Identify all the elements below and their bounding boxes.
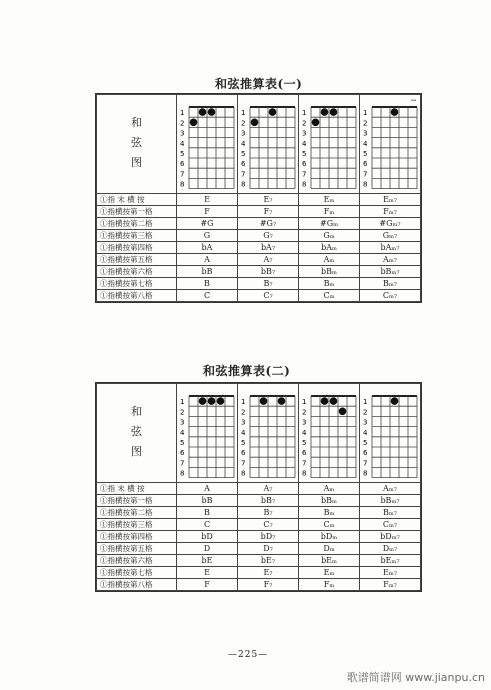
chord-diagram [299, 95, 359, 193]
fret-number: 3 [302, 418, 307, 427]
row-label: ①指横按第七格 [97, 278, 177, 290]
chord-name-cell: E₇ [238, 194, 299, 206]
chord-name-cell: bAₘ [299, 242, 360, 254]
chord-name-cell: #G₇ [238, 218, 299, 230]
fret-number: 4 [241, 139, 246, 148]
chord-name-cell: D [177, 543, 238, 555]
finger-dot [339, 408, 347, 416]
fret-number: 1 [363, 109, 368, 118]
fret-number: 8 [302, 180, 307, 189]
table-row [97, 543, 421, 555]
chord-name-cell: F [177, 206, 238, 218]
finger-dot [330, 108, 338, 116]
finger-dot [208, 397, 216, 405]
chord-diagram [238, 95, 298, 193]
fret-number: 8 [302, 469, 307, 478]
chord-name-cell: F₇ [238, 579, 299, 591]
fret-number: 4 [302, 428, 307, 437]
fret-number: 5 [363, 149, 368, 158]
chord-name-cell: B [177, 507, 238, 519]
chord-name-cell: bD [177, 531, 238, 543]
table2-rows [97, 483, 421, 591]
row-label: ①指横按第四格 [97, 242, 177, 254]
chord-name-cell: F [177, 579, 238, 591]
table-row [97, 254, 421, 266]
side-label-char: 图 [131, 156, 142, 169]
fret-number: 7 [180, 459, 185, 468]
chord-diagram [299, 384, 359, 482]
chord-name-cell: bA₇ [238, 242, 299, 254]
fret-number: 3 [363, 418, 368, 427]
chord-name-cell: E [177, 194, 238, 206]
chord-name-cell: Aₘ₇ [360, 254, 421, 266]
finger-dot [278, 397, 286, 405]
fret-number: 3 [241, 418, 246, 427]
side-label-char: 弦 [131, 425, 142, 438]
chord-name-cell: bE [177, 555, 238, 567]
fret-number: 2 [180, 408, 185, 417]
finger-dot [330, 397, 338, 405]
fret-number: 6 [180, 449, 185, 458]
side-label-cell [97, 95, 177, 194]
chord-name-cell: A₇ [238, 483, 299, 495]
chord-name-cell: C [177, 519, 238, 531]
chord-name-cell: E [177, 567, 238, 579]
fret-number: 4 [180, 139, 185, 148]
table-row [97, 206, 421, 218]
fret-number: 6 [302, 160, 307, 169]
chord-name-cell: Bₘ [299, 278, 360, 290]
chord-name-cell: #Gₘ [299, 218, 360, 230]
chord-name-cell: E₇ [238, 567, 299, 579]
chord-diagram-svg [177, 384, 237, 480]
fret-number: 2 [180, 119, 185, 128]
chord-name-cell: Cₘ₇ [360, 519, 421, 531]
chord-name-cell: Dₘ [299, 543, 360, 555]
chord-name-cell: bBₘ [299, 266, 360, 278]
row-label: ①指横按第二格 [97, 507, 177, 519]
chord-diagram-cell [299, 95, 360, 194]
chord-name-cell: Aₘ [299, 254, 360, 266]
page-number: —225— [228, 650, 269, 660]
chord-name-cell: Cₘ₇ [360, 290, 421, 302]
fret-number: 2 [241, 408, 246, 417]
fret-number: 7 [180, 170, 185, 179]
fret-number: 3 [241, 129, 246, 138]
fret-number: 6 [241, 449, 246, 458]
fret-number: 5 [180, 149, 185, 158]
chord-diagram-svg [299, 95, 359, 191]
chord-name-cell: bDₘ [299, 531, 360, 543]
row-label: ①指横按第八格 [97, 290, 177, 302]
chord-table-1 [95, 93, 422, 303]
fret-number: 6 [180, 160, 185, 169]
chord-diagram-svg [299, 384, 359, 480]
side-label-cell [97, 384, 177, 483]
chord-name-cell: bA [177, 242, 238, 254]
chord-name-cell: Aₘ [299, 483, 360, 495]
finger-dot [208, 108, 216, 116]
table-row [97, 266, 421, 278]
chord-diagram-cell [238, 384, 299, 483]
row-label: ①指横按第六格 [97, 266, 177, 278]
chord-diagram [360, 95, 420, 193]
finger-dot [391, 397, 399, 405]
fret-number: 7 [241, 459, 246, 468]
table-row [97, 242, 421, 254]
fret-number: 6 [363, 449, 368, 458]
table-row [97, 567, 421, 579]
fret-number: 3 [363, 129, 368, 138]
table1-rows [97, 194, 421, 302]
chord-name-cell: bDₘ₇ [360, 531, 421, 543]
row-label: ①指横按第三格 [97, 230, 177, 242]
fret-number: 8 [363, 469, 368, 478]
fret-number: 4 [241, 428, 246, 437]
row-label: ①指横按第一格 [97, 206, 177, 218]
chord-diagram [177, 384, 237, 482]
chord-name-cell: C₇ [238, 519, 299, 531]
row-label: ①指横按第八格 [97, 579, 177, 591]
chord-name-cell: Fₘ [299, 206, 360, 218]
chord-name-cell: bB₇ [238, 266, 299, 278]
fret-number: 8 [363, 180, 368, 189]
chord-name-cell: Fₘ₇ [360, 206, 421, 218]
fret-number: 7 [363, 459, 368, 468]
fret-number: 2 [302, 119, 307, 128]
table-row [97, 531, 421, 543]
fret-number: 5 [302, 438, 307, 447]
chord-name-cell: A [177, 483, 238, 495]
chord-diagram-cell [177, 95, 238, 194]
row-label: ①指横按第四格 [97, 531, 177, 543]
row-label: ①指横按第五格 [97, 543, 177, 555]
row-label: ①指横按第二格 [97, 218, 177, 230]
chord-diagram-cell [360, 95, 421, 194]
chord-name-cell: bBₘ₇ [360, 266, 421, 278]
chord-name-cell: bB₇ [238, 495, 299, 507]
chord-diagram-cell [360, 384, 421, 483]
fret-number: 3 [302, 129, 307, 138]
fret-number: 8 [180, 180, 185, 189]
fret-number: 5 [180, 438, 185, 447]
chord-name-cell: Dₘ₇ [360, 543, 421, 555]
chord-name-cell: bE₇ [238, 555, 299, 567]
fret-number: 4 [363, 139, 368, 148]
row-label: ①指 末 横 按 [97, 194, 177, 206]
chord-name-cell: Cₘ [299, 519, 360, 531]
chord-name-cell: Fₘ₇ [360, 579, 421, 591]
chord-name-cell: Aₘ₇ [360, 483, 421, 495]
chord-diagram-cell [238, 95, 299, 194]
fret-number: 8 [180, 469, 185, 478]
chord-name-cell: G₇ [238, 230, 299, 242]
fret-number: 1 [241, 109, 246, 118]
chord-name-cell: Gₘ [299, 230, 360, 242]
chord-name-cell: Eₘ₇ [360, 194, 421, 206]
chord-name-cell: Fₘ [299, 579, 360, 591]
row-label: ①指横按第三格 [97, 519, 177, 531]
fret-number: 2 [363, 119, 368, 128]
fret-number: 3 [180, 418, 185, 427]
side-label-char: 和 [131, 116, 142, 129]
finger-dot [190, 119, 198, 127]
table-row [97, 519, 421, 531]
chord-name-cell: A [177, 254, 238, 266]
chord-name-cell: bBₘ [299, 495, 360, 507]
fret-number: 7 [363, 170, 368, 179]
chord-diagram [177, 95, 237, 193]
table-row [97, 230, 421, 242]
finger-dot [199, 108, 207, 116]
fret-number: 1 [302, 398, 307, 407]
chord-diagram-svg [360, 95, 420, 191]
chord-name-cell: bBₘ₇ [360, 495, 421, 507]
fret-number: 4 [302, 139, 307, 148]
chord-diagram-cell [299, 384, 360, 483]
watermark: 歌谱简谱网 www.jianpu.cn [346, 671, 485, 684]
chord-name-cell: #Gₘ₇ [360, 218, 421, 230]
finger-dot [217, 397, 225, 405]
finger-dot [260, 397, 268, 405]
side-label-char: 弦 [131, 136, 142, 149]
chord-name-cell: C₇ [238, 290, 299, 302]
chord-table-2 [95, 382, 422, 592]
finger-dot [199, 397, 207, 405]
chord-name-cell: G [177, 230, 238, 242]
chord-name-cell: A₇ [238, 254, 299, 266]
fret-number: 4 [180, 428, 185, 437]
chord-name-cell: C [177, 290, 238, 302]
chord-name-cell: Bₘ [299, 507, 360, 519]
chord-diagram-svg [177, 95, 237, 191]
table-row [97, 579, 421, 591]
fret-number: 7 [241, 170, 246, 179]
finger-dot [321, 397, 329, 405]
chord-name-cell: bB [177, 266, 238, 278]
fret-number: 5 [241, 438, 246, 447]
row-label: ①指横按第五格 [97, 254, 177, 266]
fret-number: 2 [302, 408, 307, 417]
chord-diagram-svg [238, 95, 298, 191]
fret-number: 1 [302, 109, 307, 118]
finger-dot [269, 108, 277, 116]
fret-number: 5 [302, 149, 307, 158]
fret-number: 2 [241, 119, 246, 128]
fret-number: 6 [302, 449, 307, 458]
fret-number: 8 [241, 469, 246, 478]
chord-name-cell: bEₘ [299, 555, 360, 567]
finger-dot [312, 119, 320, 127]
chord-name-cell: B₇ [238, 278, 299, 290]
fret-number: 5 [363, 438, 368, 447]
fret-number: 6 [363, 160, 368, 169]
table-row [97, 507, 421, 519]
chord-name-cell: #G [177, 218, 238, 230]
fret-number: 1 [363, 398, 368, 407]
table1-title: 和弦推算表(一) [215, 77, 303, 91]
table-row [97, 278, 421, 290]
chord-name-cell: Eₘ₇ [360, 567, 421, 579]
side-label-char: 和 [131, 405, 142, 418]
finger-dot [321, 108, 329, 116]
table-row [97, 483, 421, 495]
fret-number: 1 [241, 398, 246, 407]
chord-name-cell: bAₘ₇ [360, 242, 421, 254]
chord-name-cell: Eₘ [299, 567, 360, 579]
fret-number: 1 [180, 398, 185, 407]
finger-dot [251, 119, 259, 127]
chord-name-cell: B [177, 278, 238, 290]
row-label: ①指 末 横 按 [97, 483, 177, 495]
row-label: ①指横按第一格 [97, 495, 177, 507]
chord-diagram-cell [177, 384, 238, 483]
side-label-char: 图 [131, 445, 142, 458]
fret-number: 8 [241, 180, 246, 189]
chord-diagram-svg [238, 384, 298, 480]
chord-name-cell: bB [177, 495, 238, 507]
row-label: ①指横按第七格 [97, 567, 177, 579]
chord-name-cell: bEₘ₇ [360, 555, 421, 567]
chord-diagram-svg [360, 384, 420, 480]
chord-diagram [238, 384, 298, 482]
chord-diagram [360, 384, 420, 482]
fret-number: 4 [363, 428, 368, 437]
fret-number: 7 [302, 459, 307, 468]
table-row [97, 194, 421, 206]
table-row [97, 218, 421, 230]
fret-number: 2 [363, 408, 368, 417]
chord-name-cell: Bₘ₇ [360, 278, 421, 290]
fret-number: 3 [180, 129, 185, 138]
diagram-mark: ↔ [411, 97, 417, 104]
table-row [97, 495, 421, 507]
fret-number: 6 [241, 160, 246, 169]
row-label: ①指横按第六格 [97, 555, 177, 567]
chord-name-cell: F₇ [238, 206, 299, 218]
chord-name-cell: bD₇ [238, 531, 299, 543]
chord-name-cell: D₇ [238, 543, 299, 555]
chord-name-cell: B₇ [238, 507, 299, 519]
chord-name-cell: Bₘ₇ [360, 507, 421, 519]
chord-name-cell: Cₘ [299, 290, 360, 302]
chord-name-cell: Gₘ₇ [360, 230, 421, 242]
chord-name-cell: Eₘ [299, 194, 360, 206]
table-row [97, 555, 421, 567]
table-row [97, 290, 421, 302]
fret-number: 7 [302, 170, 307, 179]
fret-number: 1 [180, 109, 185, 118]
table2-title: 和弦推算表(二) [203, 364, 291, 378]
fret-number: 5 [241, 149, 246, 158]
finger-dot [391, 108, 399, 116]
